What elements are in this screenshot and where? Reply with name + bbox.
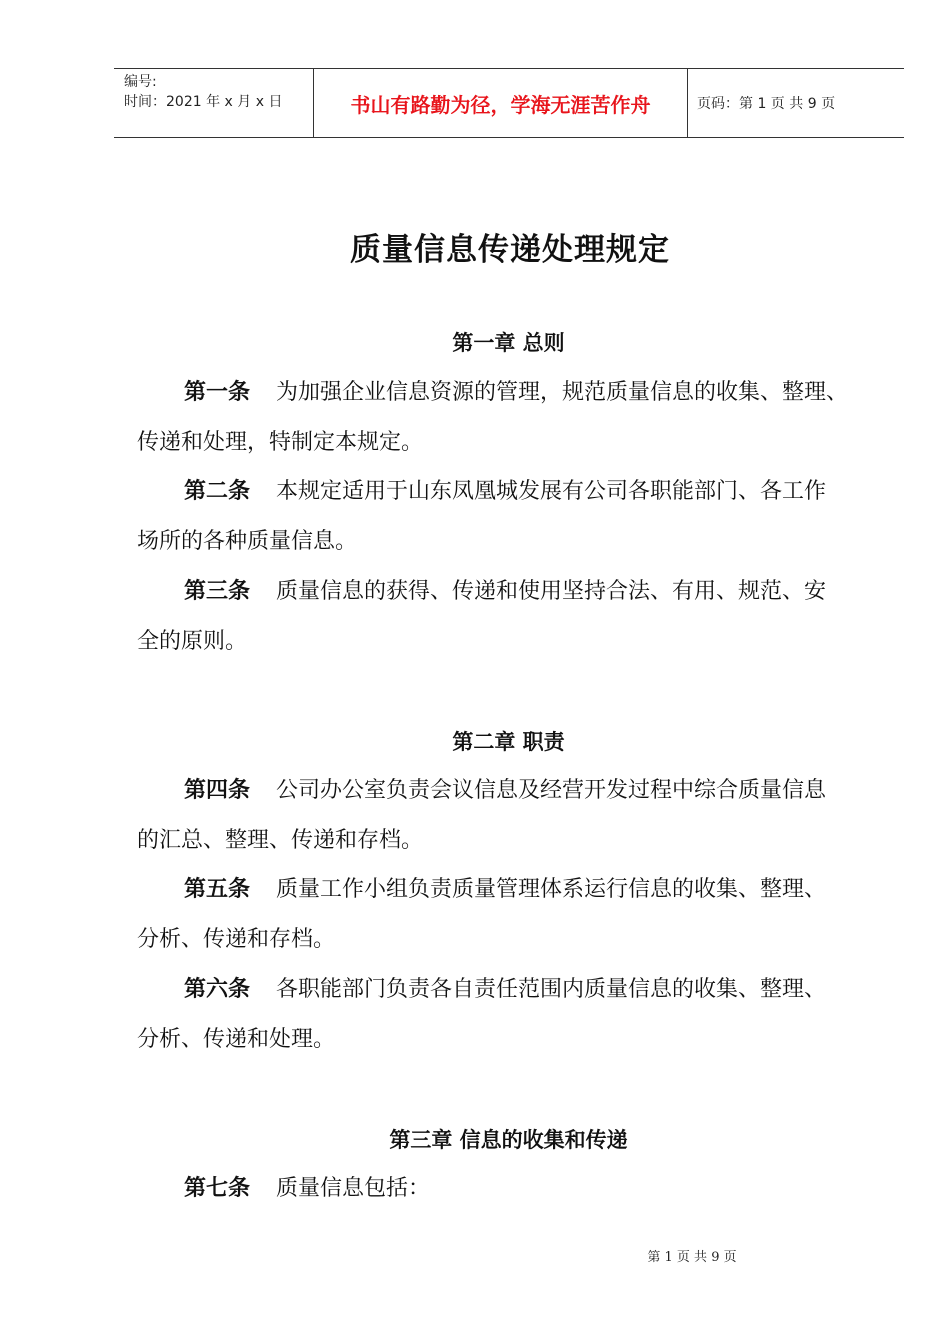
article-text-continued: 传递和处理，特制定本规定。: [137, 430, 424, 455]
article-label: 第三条: [184, 579, 251, 604]
article-label: 第一条: [184, 380, 251, 405]
article-text: 质量信息包括：: [276, 1176, 431, 1201]
article-text-continued: 场所的各种质量信息。: [137, 529, 358, 554]
document-number-label: 编号:: [124, 74, 157, 90]
chapter-heading: 第三章 信息的收集和传递: [389, 1128, 628, 1152]
article-text: 各职能部门负责各自责任范围内质量信息的收集、整理、: [276, 977, 827, 1002]
article: [137, 467, 897, 567]
article: [137, 965, 897, 1065]
article: [137, 368, 897, 468]
article: [137, 1164, 897, 1214]
header-motto: 书山有路勤为径，学海无涯苦作舟: [314, 69, 688, 137]
document-title: 质量信息传递处理规定: [350, 232, 670, 268]
header-meta: [114, 69, 314, 137]
chapter-heading: 第二章 职责: [452, 730, 565, 754]
page-header: [114, 68, 904, 138]
article-text-continued: 分析、传递和存档。: [137, 927, 336, 952]
article-text: 质量工作小组负责质量管理体系运行信息的收集、整理、: [276, 877, 827, 902]
article-label: 第六条: [184, 977, 251, 1002]
article-label: 第四条: [184, 778, 251, 803]
article-text-continued: 的汇总、整理、传递和存档。: [137, 828, 424, 853]
chapter-heading: 第一章 总则: [452, 331, 565, 355]
article: [137, 865, 897, 965]
article-text: 为加强企业信息资源的管理，规范质量信息的收集、整理、: [276, 380, 849, 405]
article-label: 第七条: [184, 1176, 251, 1201]
article-text: 质量信息的获得、传递和使用坚持合法、有用、规范、安: [276, 579, 827, 604]
article-label: 第五条: [184, 877, 251, 902]
article: [137, 766, 897, 866]
article-text-continued: 分析、传递和处理。: [137, 1027, 336, 1052]
article-text: 公司办公室负责会议信息及经营开发过程中综合质量信息: [276, 778, 827, 803]
article: [137, 567, 897, 667]
page-footer: 第 1 页 共 9 页: [647, 1250, 737, 1265]
article-text-continued: 全的原则。: [137, 629, 248, 654]
article-label: 第二条: [184, 479, 251, 504]
header-page-info: 页码：第 1 页 共 9 页: [697, 96, 836, 112]
article-text: 本规定适用于山东凤凰城发展有公司各职能部门、各工作: [276, 479, 827, 504]
document-date: 时间：2021 年 x 月 x 日: [124, 94, 283, 110]
